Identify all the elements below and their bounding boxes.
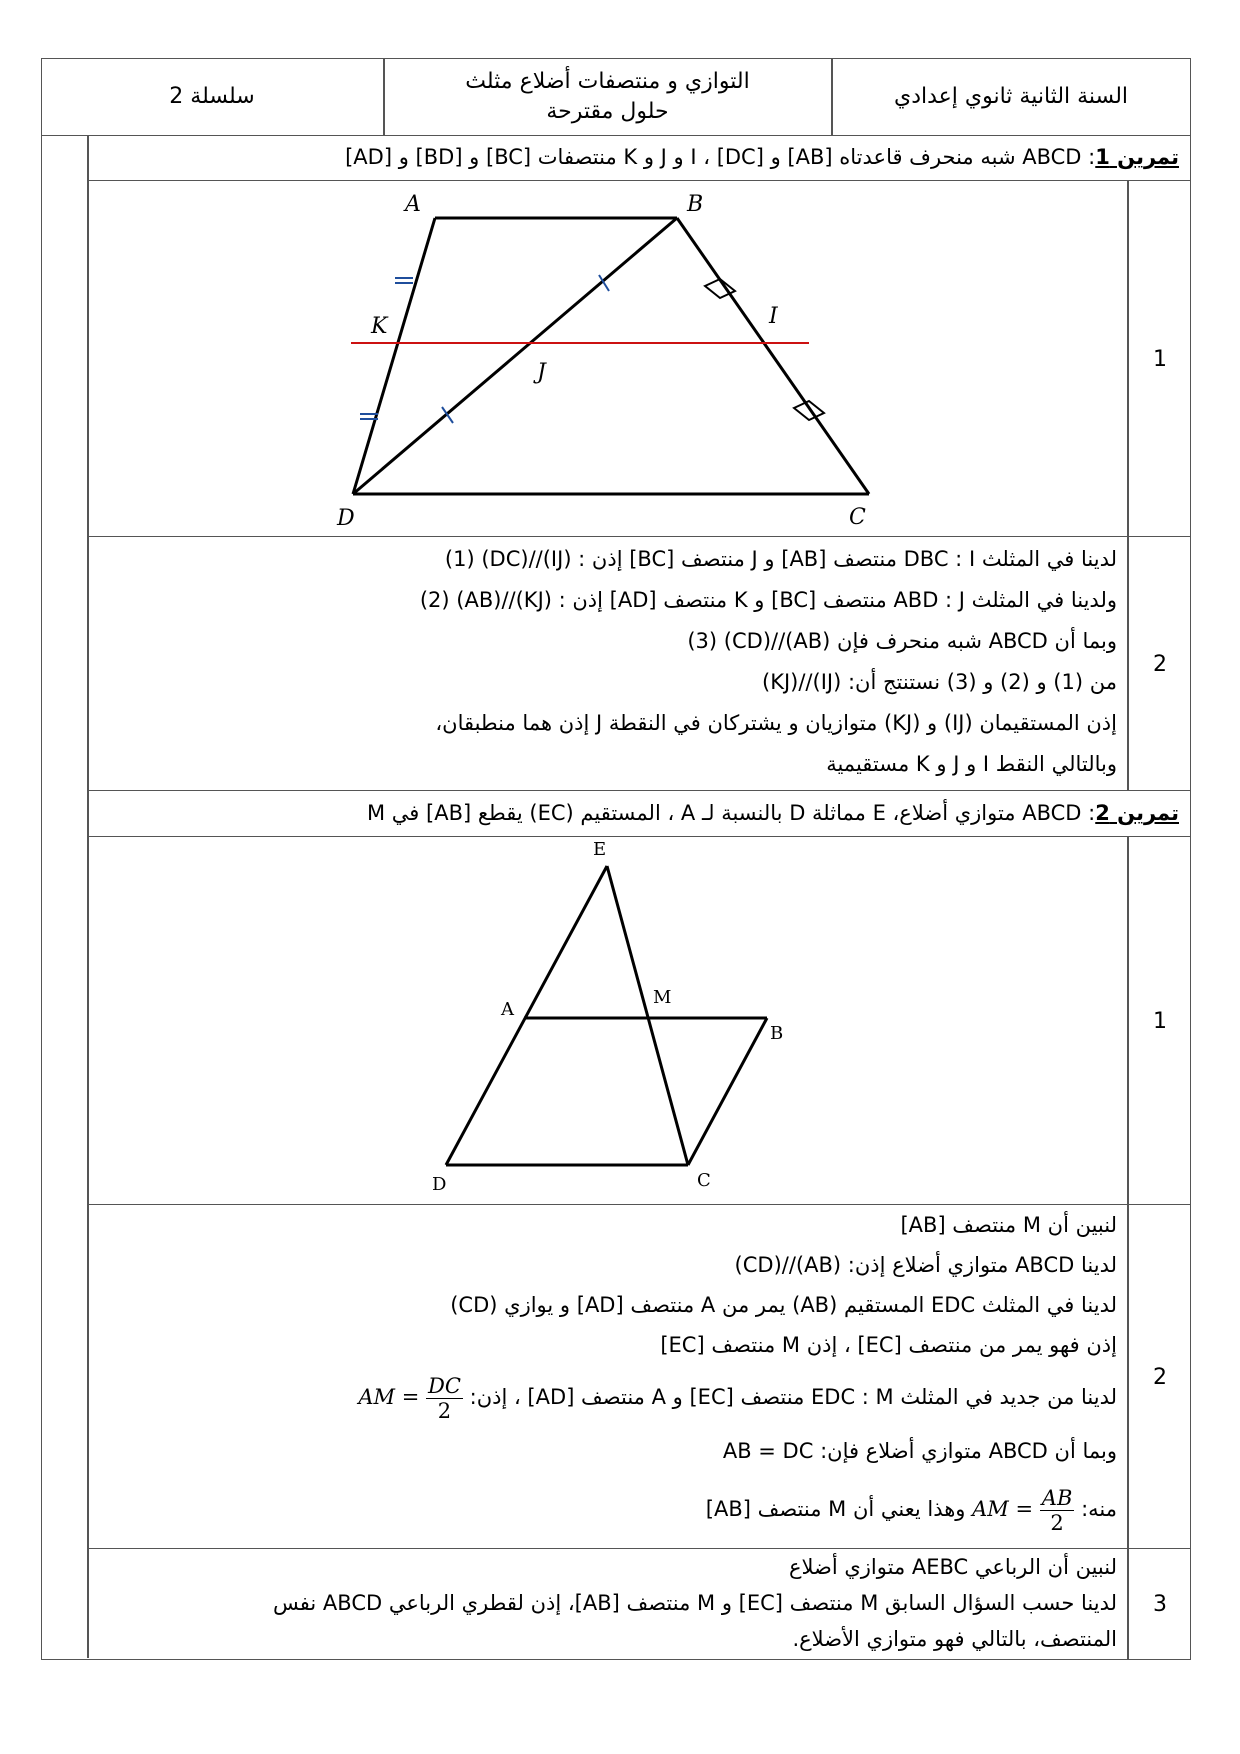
ex2-label: تمرين 2	[1095, 801, 1179, 825]
ex2-line-7-am: AM =	[972, 1497, 1034, 1521]
ex2-q3-line-1: لنبين أن الرباعي AEBC متوازي أضلاع	[788, 1555, 1117, 1579]
label-D: D	[337, 506, 355, 531]
ex2-line-5-text: لدينا من جديد في المثلث EDC : M منتصف [EC] و A منتصف [AD] ، إذن:	[469, 1385, 1117, 1409]
label-A2: A	[501, 999, 514, 1020]
ex2-statement-row	[87, 791, 1191, 837]
ex2-line-7-math	[972, 1479, 1074, 1539]
label-C2: C	[697, 1170, 711, 1191]
ex2-q3-text	[87, 1549, 1117, 1659]
ex2-line-6: وبما أن ABCD متوازي أضلاع فإن: AB = DC	[722, 1439, 1117, 1463]
ex1-figure-row	[87, 181, 1191, 537]
label-K: K	[371, 314, 388, 339]
ex2-line-5-math	[358, 1369, 463, 1425]
parallelogram-figure	[87, 837, 1127, 1205]
ex1-line-6: وبالتالي النقط I و J و K مستقيمية	[826, 752, 1117, 776]
header-level: السنة الثانية ثانوي إعدادي	[893, 84, 1129, 109]
ex2-solution-text	[87, 1205, 1117, 1549]
frac-num-2: AB	[1041, 1485, 1073, 1510]
label-M: M	[653, 987, 672, 1008]
ex1-row-number-1: 1	[1153, 346, 1167, 372]
ex2-line-4: إذن فهو يمر من منتصف [EC] ، إذن M منتصف [EC]	[660, 1333, 1117, 1357]
ex1-statement	[345, 137, 1179, 177]
ex1-line-3: وبما أن ABCD شبه منحرف فإن (AB)//(CD) (3)	[687, 629, 1117, 653]
ex1-row-number-2: 2	[1153, 651, 1167, 677]
ex2-figure-row	[87, 837, 1191, 1205]
ex2-q3-row	[87, 1549, 1191, 1659]
ex2-line-7-prefix: منه:	[1081, 1497, 1117, 1521]
label-J: J	[537, 360, 546, 385]
label-I: I	[769, 304, 778, 329]
ex2-line-7-suffix: وهذا يعني أن M منتصف [AB]	[705, 1497, 966, 1521]
trapezoid-figure	[87, 181, 1127, 537]
ex2-line-7	[706, 1479, 1117, 1539]
header-divider-left	[383, 59, 385, 135]
frac-den-2: 2	[1050, 1510, 1064, 1535]
ex2-statement	[367, 793, 1179, 833]
ex1-solution-text	[87, 537, 1117, 791]
ex1-solution-row	[87, 537, 1191, 791]
label-A: A	[405, 192, 421, 217]
lesson-title: التوازي و منتصفات أضلاع مثلث	[465, 69, 750, 94]
label-E: E	[593, 839, 607, 860]
ex1-line-1: لدينا في المثلث DBC : I منتصف [AB] و J منتصف [BC] إذن : (IJ)//(DC) (1)	[444, 547, 1117, 571]
fraction-dc-over-2	[426, 1374, 463, 1423]
ex2-row-number-1: 1	[1153, 1008, 1167, 1034]
ex1-label: تمرين 1	[1095, 145, 1179, 169]
ex1-line-5: إذن المستقيمان (IJ) و (KJ) متوازيان و يشتركان في النقطة J إذن هما منطبقان،	[435, 711, 1117, 735]
ex1-line-2: ولدينا في المثلث ABD : J منتصف [BC] و K منتصف [AD] إذن : (KJ)//(AB) (2)	[419, 588, 1117, 612]
ex1-line-4: من (1) و (2) و (3) نستنتج أن: (IJ)//(KJ)	[761, 670, 1117, 694]
ex2-line-5-am: AM =	[358, 1385, 420, 1409]
ex2-line-1: لنبين أن M منتصف [AB]	[900, 1213, 1117, 1237]
label-B: B	[687, 192, 704, 217]
frac-num: DC	[428, 1373, 461, 1398]
ex2-solution-row	[87, 1205, 1191, 1549]
header-table	[41, 58, 1191, 136]
ex2-line-3: لدينا في المثلث EDC المستقيم (AB) يمر من A منتصف [AD] و يوازي (CD)	[450, 1293, 1117, 1317]
label-D2: D	[432, 1174, 447, 1195]
ex1-statement-text: : ABCD شبه منحرف قاعدتاه [AB] و [DC] ، I و J و K منتصفات [BC] و [BD] و [AD]	[345, 145, 1096, 169]
ex2-line-5	[358, 1369, 1117, 1425]
header-divider-right	[831, 59, 833, 135]
ex2-line-2: لدينا ABCD متوازي أضلاع إذن: (AB)//(CD)	[734, 1253, 1117, 1277]
ex2-q3-line-3: المنتصف، بالتالي فهو متوازي الأضلاع.	[792, 1627, 1117, 1651]
ex2-q3-line-2: لدينا حسب السؤال السابق M منتصف [EC] و M منتصف [AB]، إذن لقطري الرباعي ABCD نفس	[273, 1591, 1117, 1615]
ex2-row-number-2: 2	[1153, 1364, 1167, 1390]
header-lesson	[384, 59, 831, 135]
ex2-row-number-3: 3	[1153, 1591, 1167, 1617]
fraction-ab-over-2	[1040, 1486, 1075, 1535]
lesson-subtitle: حلول مقترحة	[546, 99, 669, 124]
label-B2: B	[770, 1023, 784, 1044]
label-C: C	[849, 505, 866, 530]
header-series: سلسلة 2	[169, 84, 255, 109]
ex2-statement-text: : ABCD متوازي أضلاع، E مماثلة D بالنسبة لـ A ، المستقيم (EC) يقطع [AB] في M	[366, 801, 1096, 825]
frac-den: 2	[437, 1398, 452, 1423]
ex1-statement-row	[87, 135, 1191, 181]
